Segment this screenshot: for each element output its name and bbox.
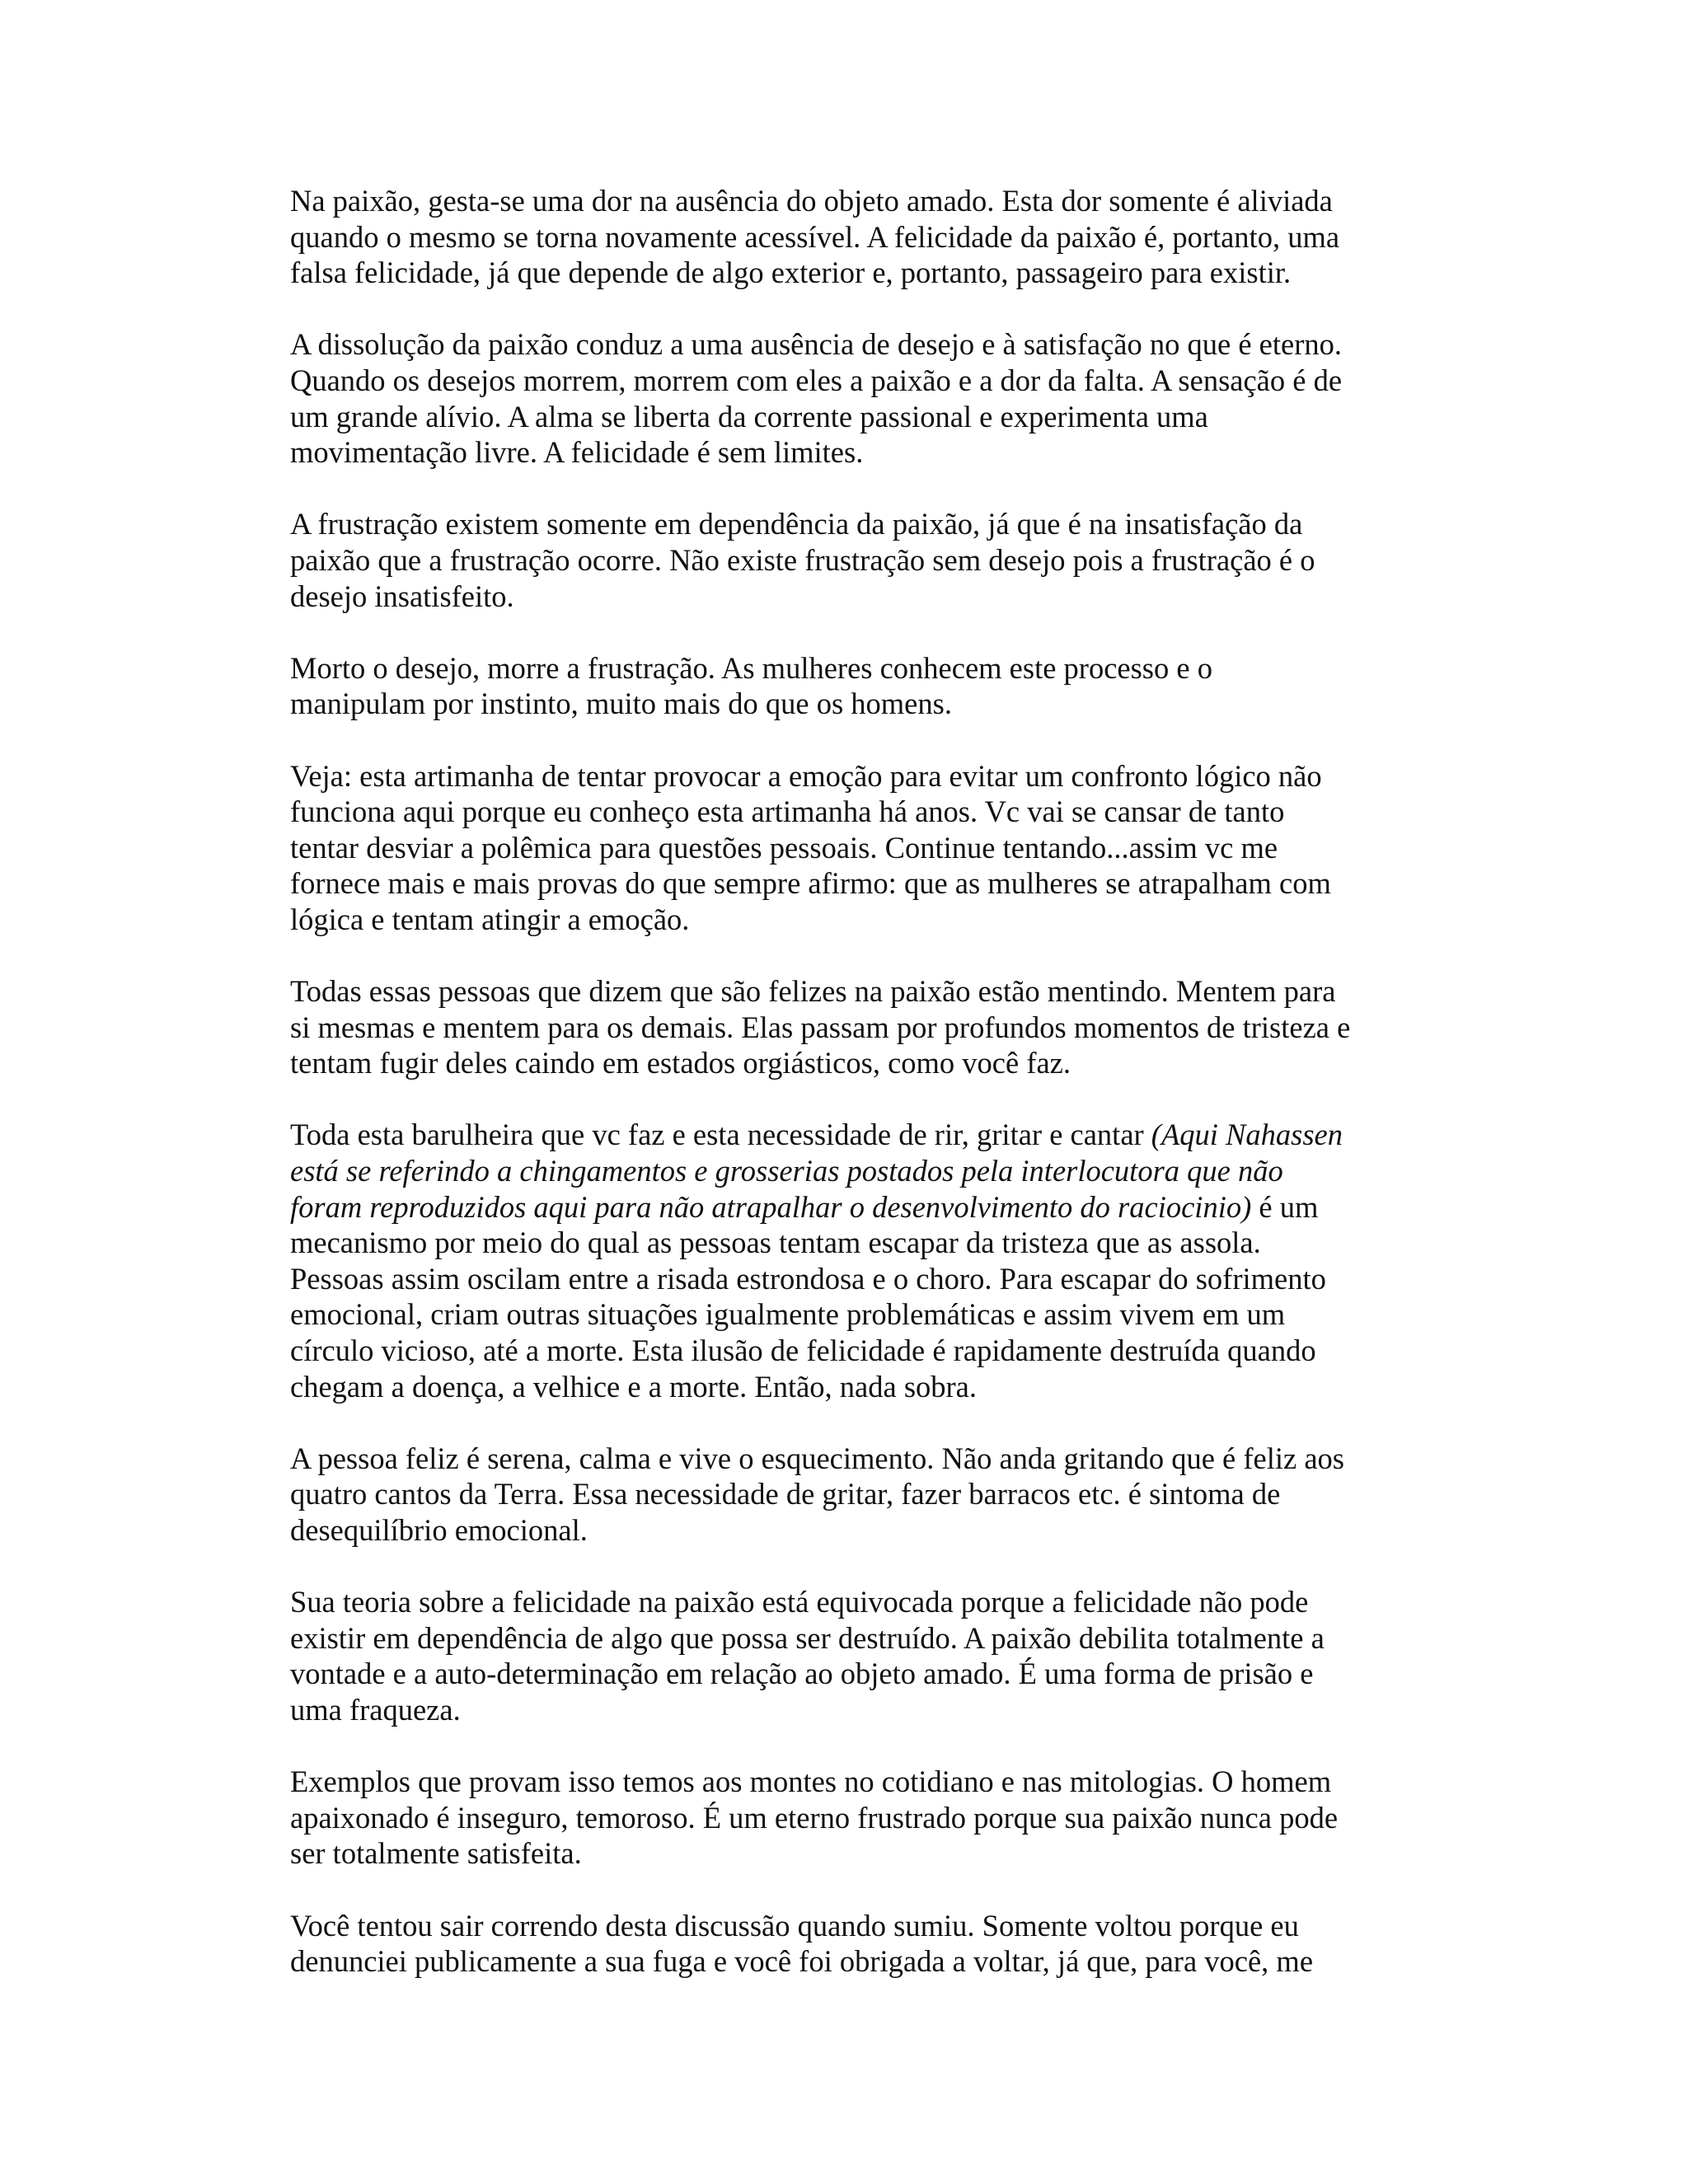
paragraph-2: A dissolução da paixão conduz a uma ausência de desejo e à satisfação no que é eterno. Quando os desejos morrem, morrem com eles a paixão e a dor da falta. A sensação é de um grande alívio. A alma se liberta da corrente passional e experimenta uma movimentação livre. A felicidade é sem limites. (290, 327, 1343, 470)
paragraph-9: Sua teoria sobre a felicidade na paixão está equivocada porque a felicidade não pode existir em dependência de algo que possa ser destruído. A paixão debilita totalmente a vontade e a auto-determinação em relação ao objeto amado. É uma forma de prisão e uma fraqueza. (290, 1585, 1325, 1727)
paragraph-3: A frustração existem somente em dependência da paixão, já que é na insatisfação da paixão que a frustração ocorre. Não existe frustração sem desejo pois a frustração é o desejo insatisfeito. (290, 507, 1315, 613)
paragraph-10: Exemplos que provam isso temos aos montes no cotidiano e nas mitologias. O homem apaixonado é inseguro, temoroso. É um eterno frustrado porque sua paixão nunca pode ser totalmente satisfeita. (290, 1765, 1339, 1871)
paragraph-7 (290, 1117, 1395, 1404)
paragraph-7-text-start: Toda esta barulheira que vc faz e esta necessidade de rir, gritar e cantar (290, 1118, 1151, 1152)
paragraph-8: A pessoa feliz é serena, calma e vive o esquecimento. Não anda gritando que é feliz aos quatro cantos da Terra. Essa necessidade de gritar, fazer barracos etc. é sintoma de desequilíbrio emocional. (290, 1441, 1344, 1547)
paragraph-11: Você tentou sair correndo desta discussão quando sumiu. Somente voltou porque eu denunciei publicamente a sua fuga e você foi obrigada a voltar, já que, para você, me (290, 1908, 1314, 1979)
editorial-note: (Aqui Nahassen está se referindo a chingamentos e grosserias postados pela interlocutora que não foram reproduzidos aqui para não atrapalhar o desenvolvimento do raciocinio) (290, 1118, 1343, 1224)
paragraph-5: Veja: esta artimanha de tentar provocar a emoção para evitar um confronto lógico não funciona aqui porque eu conheço esta artimanha há anos. Vc vai se cansar de tanto tentar desviar a polêmica para questões pessoais. Continue tentando...assim vc me fornece mais e mais provas do que sempre afirmo: que as mulheres se atrapalham com lógica e tentam atingir a emoção. (290, 758, 1331, 936)
document-page (290, 183, 1395, 1980)
paragraph-7-text-end: é um mecanismo por meio do qual as pessoas tentam escapar da tristeza que as assola. Pessoas assim oscilam entre a risada estrondosa e o choro. Para escapar do sofrimento emocional, criam outras situações igualmente problemáticas e assim vivem em um círculo vicioso, até a morte. Esta ilusão de felicidade é rapidamente destruída quando chegam a doença, a velhice e a morte. Então, nada sobra. (290, 1189, 1326, 1404)
paragraph-1: Na paixão, gesta-se uma dor na ausência do objeto amado. Esta dor somente é aliviada quando o mesmo se torna novamente acessível. A felicidade da paixão é, portanto, uma falsa felicidade, já que depende de algo exterior e, portanto, passageiro para existir. (290, 184, 1340, 290)
paragraph-6: Todas essas pessoas que dizem que são felizes na paixão estão mentindo. Mentem para si mesmas e mentem para os demais. Elas passam por profundos momentos de tristeza e tentam fugir deles caindo em estados orgiásticos, como você faz. (290, 974, 1351, 1080)
paragraph-4: Morto o desejo, morre a frustração. As mulheres conhecem este processo e o manipulam por instinto, muito mais do que os homens. (290, 650, 1212, 721)
